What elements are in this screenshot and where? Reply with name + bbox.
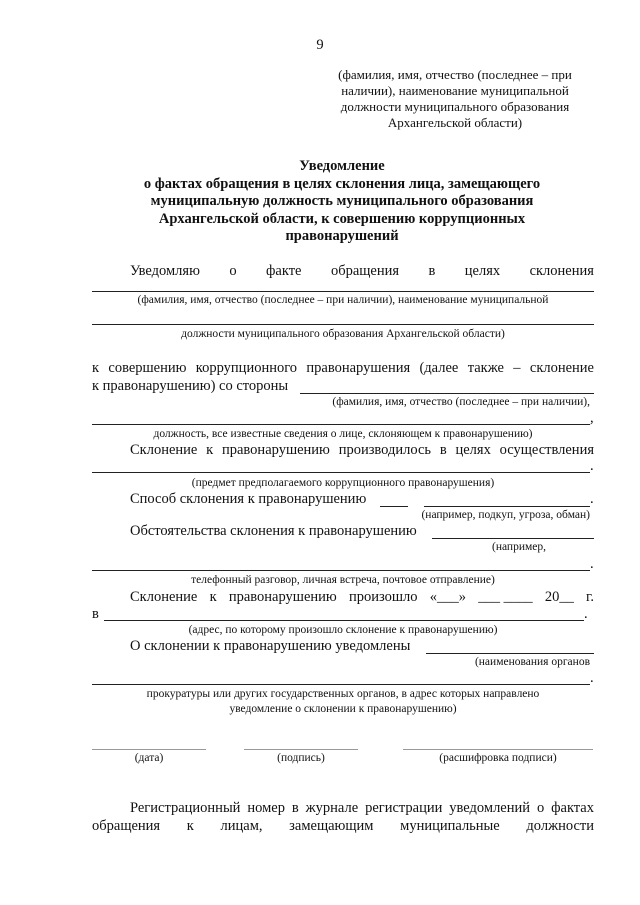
hint-fio: (фамилия, имя, отчество (последнее – при наличии), [332,396,590,408]
reg-word: должности [526,818,594,834]
in-prefix: в [92,606,99,622]
notified-label: О склонении к правонарушению уведомлены [130,638,411,654]
registration-line-2 [92,818,594,835]
fill-line-person[interactable] [92,291,594,292]
period: . [590,670,594,686]
reg-word: замещающим [289,818,374,834]
fill-line-method-a[interactable] [380,506,408,507]
hint-organs-3: уведомление о склонении к правонарушению) [229,703,457,715]
hint-organs-2: прокуратуры или других государственных органов, в адрес которых направлено [146,688,540,700]
intro-word: целях [464,263,501,279]
hint-person-2: должности муниципального образования Архангельской области) [181,328,505,340]
hint-purpose: (предмет предполагаемого коррупционного правонарушения) [191,477,495,489]
method-label: Способ склонения к правонарушению [130,491,367,507]
date-month-field[interactable]: ___ ____ [478,589,533,605]
registration-line-1: Регистрационный номер в журнале регистрации уведомлений о фактах [130,800,594,816]
signature-field[interactable] [244,749,358,750]
hint-organs-1: (наименования органов [474,656,590,668]
comma: , [590,410,594,426]
hint-address: (адрес, по которому произошло склонение к правонарушению) [188,624,498,636]
intro-word: в [428,263,436,279]
period: . [590,458,594,474]
sig-date-label: (дата) [134,752,164,764]
addressee-line: должности муниципального образования [340,99,570,114]
document-title [92,158,592,246]
occurred-word: произошло [348,589,418,605]
fill-line-method-b[interactable] [424,506,590,507]
fill-line-circumstances-2[interactable] [92,570,590,571]
commit-line-2: к правонарушению) со стороны [92,378,289,394]
reg-word: муниципальные [400,818,500,834]
hint-position: должность, все известные сведения о лице, склоняющем к правонарушению) [153,428,533,440]
addressee-block [320,67,590,131]
hint-method: (например, подкуп, угроза, обман) [421,509,590,521]
date-year-field[interactable]: 20__ [544,589,574,605]
intro-line [130,263,594,280]
addressee-line: Архангельской области) [387,115,523,130]
title-line: правонарушений [285,228,399,244]
occurred-word: к [209,589,217,605]
decoding-field[interactable] [403,749,593,750]
fill-line-notified[interactable] [426,653,594,654]
period: . [590,491,594,507]
intro-word: факте [266,263,302,279]
addressee-line: (фамилия, имя, отчество (последнее – при [338,67,572,82]
occurred-word: Склонение [130,589,198,605]
fill-line-circumstances[interactable] [432,538,594,539]
reg-word: к [186,818,194,834]
date-field[interactable] [92,749,206,750]
fill-line-position[interactable] [92,424,590,425]
purpose-label: Склонение к правонарушению производилось в целях осуществления [130,442,594,458]
period: . [584,606,588,622]
occurred-line [130,589,594,606]
fill-line-notified-2[interactable] [92,684,590,685]
intro-word: обращения [330,263,400,279]
fill-line-purpose[interactable] [92,472,590,473]
intro-word: Уведомляю [130,263,200,279]
title-line: Архангельской области, к совершению коррупционных [158,210,526,227]
page-number: 9 [316,37,324,53]
reg-word: лицам, [220,818,263,834]
hint-circ-2: телефонный разговор, личная встреча, почтовое отправление) [191,574,495,586]
date-day-field[interactable]: «___» [429,589,467,605]
commit-line-1: к совершению коррупционного правонарушения (далее также – склонение [92,360,594,376]
fill-line-person-2[interactable] [92,324,594,325]
hint-person-1: (фамилия, имя, отчество (последнее – при наличии), наименование муниципальной [137,294,549,306]
title-line: о фактах обращения в целях склонения лица, замещающего [143,175,541,192]
intro-word: о [229,263,237,279]
sig-signature-label: (подпись) [277,752,325,764]
fill-line-source[interactable] [300,393,594,394]
period: . [590,556,594,572]
hint-circ-1: (например, [492,541,547,553]
occurred-word: г. [586,589,594,605]
addressee-line: наличии), наименование муниципальной [341,83,569,98]
intro-word: склонения [529,263,594,279]
sig-decoding-label: (расшифровка подписи) [439,752,557,764]
occurred-word: правонарушению [228,589,337,605]
circumstances-label: Обстоятельства склонения к правонарушению [130,523,417,539]
title-line: Уведомление [299,158,385,174]
fill-line-address[interactable] [104,620,584,621]
title-line: муниципальную должность муниципального образования [150,193,534,209]
reg-word: обращения [92,818,161,834]
